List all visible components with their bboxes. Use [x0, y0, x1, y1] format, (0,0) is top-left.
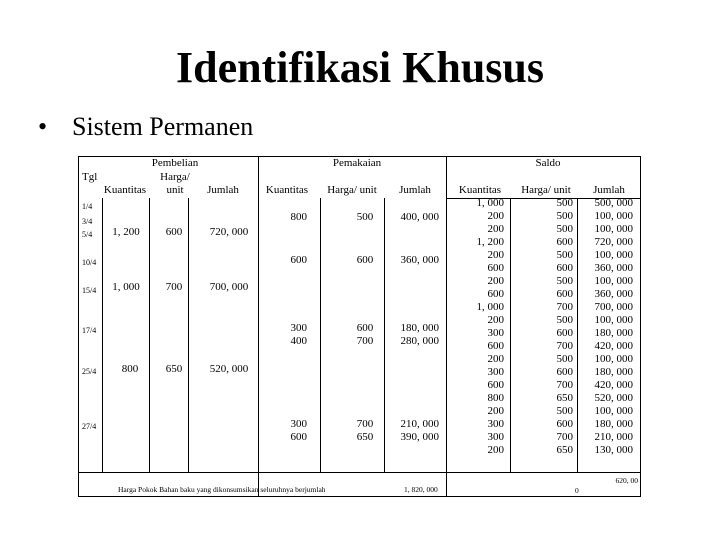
balance-qty-column — [448, 197, 504, 457]
usage-price: 700 — [356, 418, 374, 430]
divider-p2 — [188, 198, 189, 472]
purchase-total: 520, 000 — [209, 363, 249, 375]
balance-qty-cell: 300 — [487, 418, 504, 430]
purchase-qty: 1, 200 — [112, 226, 140, 238]
balance-qty-cell: 200 — [487, 249, 504, 261]
balance-total-cell: 100, 000 — [594, 405, 633, 417]
usage-qty: 300 — [290, 418, 307, 430]
date-cell: 15/4 — [82, 286, 97, 295]
usage-price: 500 — [356, 211, 374, 223]
balance-price-cell: 500 — [556, 314, 573, 326]
purchase-price: 650 — [165, 363, 183, 375]
col-header-p-total: Jumlah — [207, 184, 239, 196]
balance-price-cell: 600 — [556, 288, 573, 300]
purchase-qty: 1, 000 — [112, 281, 140, 293]
usage-price: 600 — [356, 322, 374, 334]
usage-total: 400, 000 — [400, 211, 439, 223]
usage-qty: 600 — [290, 431, 307, 443]
balance-total-cell: 130, 000 — [594, 444, 633, 456]
col-header-s-price: Harga/ unit — [521, 184, 571, 196]
balance-total-cell: 520, 000 — [594, 392, 633, 404]
inventory-table — [78, 156, 641, 497]
date-cell: 1/4 — [82, 202, 93, 211]
usage-qty: 600 — [290, 254, 307, 266]
balance-qty-cell: 1, 000 — [476, 197, 504, 209]
footer-usage-total: 1, 820, 000 — [404, 485, 438, 494]
date-cell: 5/4 — [82, 230, 93, 239]
col-header-u-total: Jumlah — [399, 184, 431, 196]
balance-qty-cell: 800 — [487, 392, 504, 404]
balance-qty-cell: 600 — [487, 379, 504, 391]
balance-qty-cell: 600 — [487, 288, 504, 300]
balance-total-cell: 100, 000 — [594, 210, 633, 222]
divider-u2 — [384, 198, 385, 472]
divider-date-col — [102, 198, 103, 472]
date-cell: 27/4 — [82, 422, 97, 431]
balance-total-column — [578, 197, 633, 457]
footer-ending-total: 620, 00 — [615, 476, 638, 485]
usage-total: 210, 000 — [400, 418, 439, 430]
balance-qty-cell: 600 — [487, 262, 504, 274]
group-header-usage: Pemakaian — [332, 157, 382, 169]
divider-p1 — [149, 198, 150, 472]
table-border-bottom — [78, 496, 641, 497]
balance-price-cell: 500 — [556, 353, 573, 365]
balance-price-cell: 600 — [556, 418, 573, 430]
footer-line — [78, 472, 641, 473]
balance-price-cell: 650 — [556, 392, 573, 404]
usage-qty: 800 — [290, 211, 307, 223]
col-header-s-total: Jumlah — [593, 184, 625, 196]
balance-price-cell: 500 — [556, 197, 573, 209]
balance-total-cell: 360, 000 — [594, 262, 633, 274]
balance-price-cell: 700 — [556, 301, 573, 313]
balance-qty-cell: 300 — [487, 327, 504, 339]
usage-total: 180, 000 — [400, 322, 439, 334]
balance-price-column — [512, 197, 573, 457]
balance-total-cell: 100, 000 — [594, 249, 633, 261]
usage-price: 600 — [356, 254, 374, 266]
divider-u1 — [320, 198, 321, 472]
col-header-u-price: Harga/ unit — [327, 184, 377, 196]
divider-s1 — [510, 198, 511, 472]
balance-qty-cell: 300 — [487, 431, 504, 443]
purchase-total: 720, 000 — [209, 226, 249, 238]
balance-total-cell: 180, 000 — [594, 366, 633, 378]
balance-total-cell: 720, 000 — [594, 236, 633, 248]
balance-qty-cell: 300 — [487, 366, 504, 378]
balance-price-cell: 600 — [556, 236, 573, 248]
balance-qty-cell: 1, 200 — [476, 236, 504, 248]
table-border-left — [78, 156, 79, 497]
balance-total-cell: 100, 000 — [594, 353, 633, 365]
balance-qty-cell: 200 — [487, 210, 504, 222]
usage-price: 650 — [356, 431, 374, 443]
balance-price-cell: 700 — [556, 340, 573, 352]
purchase-price: 600 — [165, 226, 183, 238]
group-header-balance: Saldo — [535, 157, 561, 169]
balance-price-cell: 500 — [556, 405, 573, 417]
balance-price-cell: 500 — [556, 210, 573, 222]
col-header-p-qty: Kuantitas — [103, 184, 147, 196]
balance-qty-cell: 200 — [487, 444, 504, 456]
usage-qty: 300 — [290, 322, 307, 334]
balance-price-cell: 650 — [556, 444, 573, 456]
date-cell: 3/4 — [82, 217, 93, 226]
col-header-s-qty: Kuantitas — [458, 184, 502, 196]
date-cell: 25/4 — [82, 367, 97, 376]
balance-total-cell: 210, 000 — [594, 431, 633, 443]
balance-total-cell: 500, 000 — [594, 197, 633, 209]
date-cell: 10/4 — [82, 258, 97, 267]
balance-total-cell: 360, 000 — [594, 288, 633, 300]
usage-qty: 400 — [290, 335, 307, 347]
usage-total: 360, 000 — [400, 254, 439, 266]
balance-price-cell: 500 — [556, 275, 573, 287]
table-border-right — [640, 156, 641, 497]
bullet-item — [38, 110, 253, 144]
bullet-text: Sistem Permanen — [72, 112, 254, 141]
balance-price-cell: 600 — [556, 262, 573, 274]
balance-qty-cell: 200 — [487, 223, 504, 235]
balance-total-cell: 180, 000 — [594, 327, 633, 339]
balance-price-cell: 500 — [556, 249, 573, 261]
balance-total-cell: 100, 000 — [594, 275, 633, 287]
slide-title: Identifikasi Khusus — [175, 43, 545, 92]
balance-qty-cell: 200 — [487, 405, 504, 417]
group-header-purchase: Pembelian — [151, 157, 199, 169]
footer-note: Harga Pokok Bahan baku yang dikonsumsikan seluruhnya berjumlah — [118, 485, 326, 494]
balance-price-cell: 700 — [556, 379, 573, 391]
balance-qty-cell: 200 — [487, 314, 504, 326]
balance-price-cell: 600 — [556, 366, 573, 378]
divider-after-usage — [446, 156, 447, 497]
balance-total-cell: 420, 000 — [594, 379, 633, 391]
usage-price: 700 — [356, 335, 374, 347]
balance-total-cell: 100, 000 — [594, 223, 633, 235]
purchase-price: 700 — [165, 281, 183, 293]
balance-qty-cell: 200 — [487, 353, 504, 365]
usage-total: 390, 000 — [400, 431, 439, 443]
date-cell: 17/4 — [82, 326, 97, 335]
purchase-total: 700, 000 — [209, 281, 249, 293]
col-header-p-price-2: unit — [166, 184, 184, 196]
bullet-icon: • — [38, 112, 48, 141]
balance-price-cell: 700 — [556, 431, 573, 443]
col-header-date: Tgl — [82, 171, 98, 183]
divider-after-purchase — [258, 156, 259, 497]
col-header-p-price-1: Harga/ — [160, 171, 190, 183]
balance-qty-cell: 200 — [487, 275, 504, 287]
balance-price-cell: 600 — [556, 327, 573, 339]
purchase-qty: 800 — [121, 363, 139, 375]
balance-total-cell: 180, 000 — [594, 418, 633, 430]
balance-total-cell: 700, 000 — [594, 301, 633, 313]
balance-qty-cell: 1, 000 — [476, 301, 504, 313]
footer-cut-char: 0 — [575, 486, 579, 495]
balance-total-cell: 100, 000 — [594, 314, 633, 326]
balance-price-cell: 500 — [556, 223, 573, 235]
balance-qty-cell: 600 — [487, 340, 504, 352]
balance-total-cell: 420, 000 — [594, 340, 633, 352]
col-header-u-qty: Kuantitas — [265, 184, 309, 196]
usage-total: 280, 000 — [400, 335, 439, 347]
